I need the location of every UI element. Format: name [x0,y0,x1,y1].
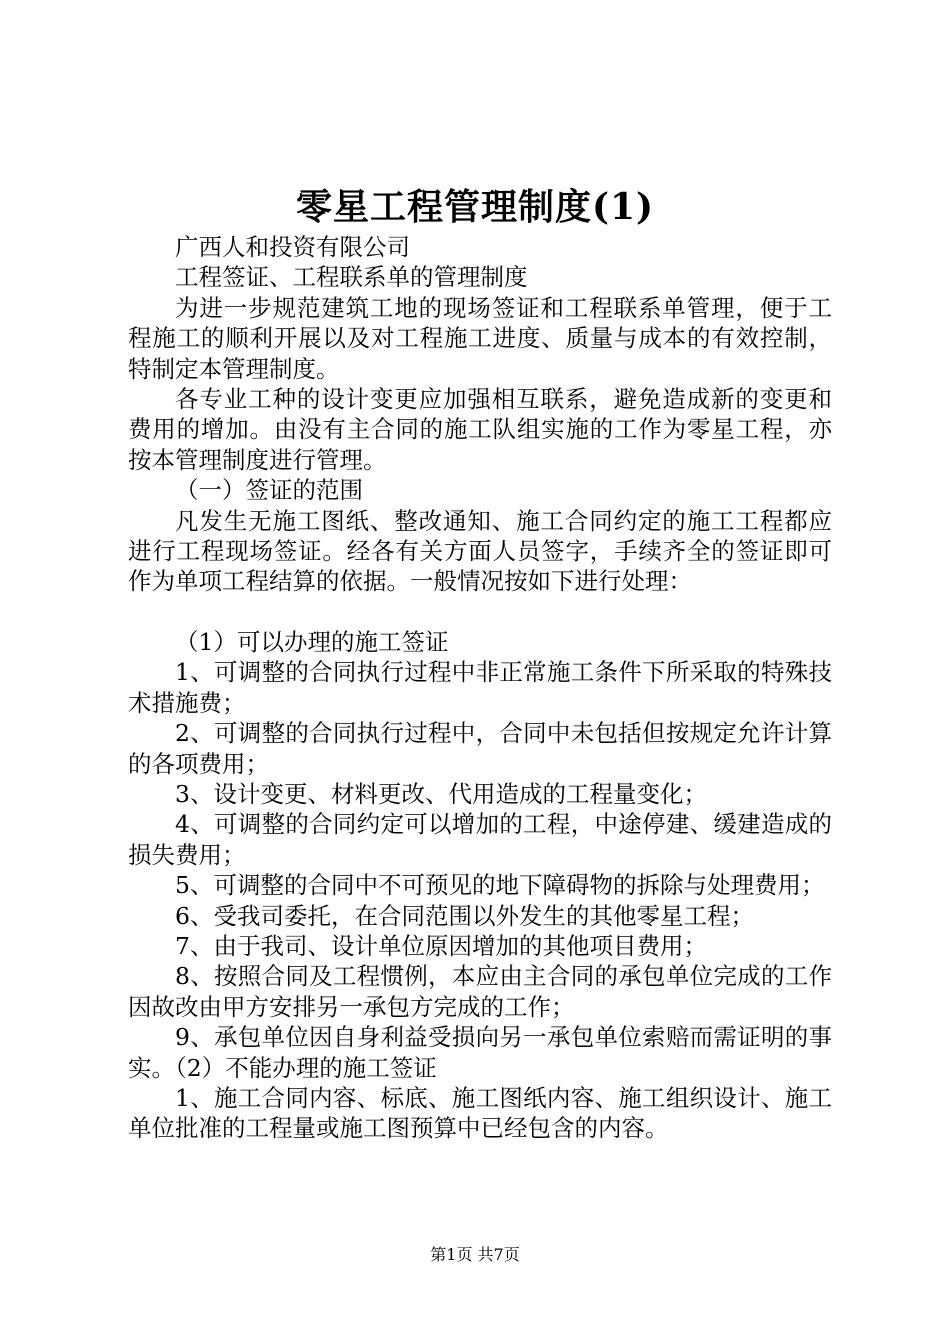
company-name: 广西人和投资有限公司 [175,233,410,261]
list-item: 4、可调整的合同约定可以增加的工程，中途停建、缓建造成的损失费用； [128,810,832,869]
subsection-heading: （一）签证的范围 [175,476,363,505]
list-item: 2、可调整的合同执行过程中，合同中未包括但按规定允许计算的各项费用； [128,719,832,778]
list-item: 8、按照合同及工程惯例，本应由主合同的承包单位完成的工作因故改由甲方安排另一承包方完成的工作； [128,962,832,1021]
list-item: 1、可调整的合同执行过程中非正常施工条件下所采取的特殊技术措施费； [128,658,832,717]
paragraph: 凡发生无施工图纸、整改通知、施工合同约定的施工工程都应进行工程现场签证。经各有关方面人员签字，手续齐全的签证即可作为单项工程结算的依据。一般情况按如下进行处理： [128,506,832,596]
list-item: 7、由于我司、设计单位原因增加的其他项目费用； [175,931,707,960]
page-footer: 第1页 共7页 [430,1245,520,1264]
section-heading: 工程签证、工程联系单的管理制度 [175,263,528,292]
paragraph: 各专业工种的设计变更应加强相互联系，避免造成新的变更和费用的增加。由没有主合同的施工队组实施的工作为零星工程，亦按本管理制度进行管理。 [128,385,832,474]
document-body [128,232,832,1144]
list-item: 1、施工合同内容、标底、施工图纸内容、施工组织设计、施工单位批准的工程量或施工图预算中已经包含的内容。 [128,1083,832,1143]
list-item: 3、设计变更、材料更改、代用造成的工程量变化； [175,779,707,808]
subsection-heading: （1）可以办理的施工签证 [175,627,449,656]
list-item: 6、受我司委托，在合同范围以外发生的其他零星工程； [175,901,754,930]
list-item: 5、可调整的合同中不可预见的地下障碍物的拆除与处理费用； [175,871,825,900]
paragraph: 为进一步规范建筑工地的现场签证和工程联系单管理，便于工程施工的顺利开展以及对工程施工进度、质量与成本的有效控制，特制定本管理制度。 [128,293,832,383]
document-title: 零星工程管理制度(1) [295,186,655,228]
list-item: 9、承包单位因自身利益受损向另一承包单位索赔而需证明的事实。（2）不能办理的施工签证 [128,1023,832,1082]
